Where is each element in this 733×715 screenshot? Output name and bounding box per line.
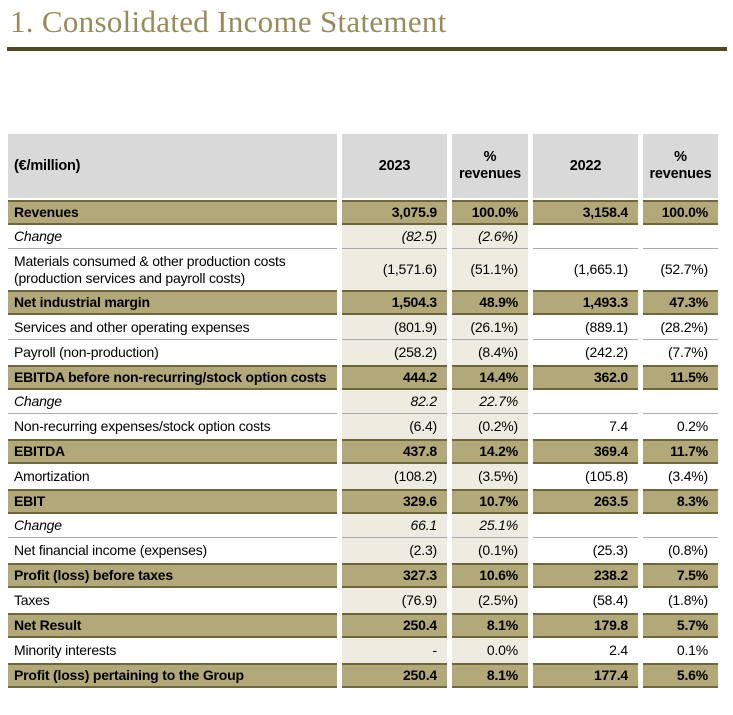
row-profit-group [8,663,718,688]
row-change-revenues [8,225,718,249]
row-amortization [8,464,718,489]
cell-2022-value [533,390,638,414]
cell-2023-value: 3,075.9 [342,200,447,225]
cell-2023-value: (801.9) [342,315,447,340]
cell-2023-pct: (8.4%) [452,340,528,365]
cell-2022-pct: 47.3% [643,290,718,315]
row-profit-before-taxes [8,563,718,588]
cell-2023-pct: (0.1%) [452,538,528,563]
cell-2022-value: (242.2) [533,340,638,365]
cell-2022-pct: (0.8%) [643,538,718,563]
cell-label: Change [8,390,337,414]
cell-2022-value: (889.1) [533,315,638,340]
cell-label: Profit (loss) pertaining to the Group [8,663,337,688]
cell-2022-value: (58.4) [533,588,638,613]
cell-2022-value [533,514,638,538]
title-underline [7,47,727,51]
cell-2022-pct: (28.2%) [643,315,718,340]
cell-2022-pct: (3.4%) [643,464,718,489]
cell-label: Payroll (non-production) [8,340,337,365]
cell-2022-pct: 5.7% [643,613,718,638]
header-2022: 2022 [533,134,638,198]
cell-2023-value: 250.4 [342,663,447,688]
cell-2022-pct: 11.7% [643,439,718,464]
cell-2023-pct: (2.5%) [452,588,528,613]
cell-2023-pct: 14.4% [452,365,528,390]
cell-2023-pct: 8.1% [452,663,528,688]
cell-2022-pct: 0.2% [643,414,718,439]
cell-2022-value: (25.3) [533,538,638,563]
row-ebitda [8,439,718,464]
cell-2022-value: (105.8) [533,464,638,489]
cell-2022-value: 179.8 [533,613,638,638]
cell-2023-pct: 14.2% [452,439,528,464]
cell-2023-pct: (3.5%) [452,464,528,489]
cell-2022-value: 7.4 [533,414,638,439]
cell-2023-pct: (51.1%) [452,249,528,290]
cell-label: EBITDA [8,439,337,464]
cell-2023-value: (1,571.6) [342,249,447,290]
cell-2022-pct: (7.7%) [643,340,718,365]
cell-2023-value: - [342,638,447,663]
cell-2023-value: 1,504.3 [342,290,447,315]
row-taxes [8,588,718,613]
cell-label: Change [8,225,337,249]
row-net-financial-income [8,538,718,563]
cell-2023-pct: 25.1% [452,514,528,538]
cell-label: Materials consumed & other production costs (production services and payroll costs) [8,249,337,290]
cell-label: EBITDA before non-recurring/stock option costs [8,365,337,390]
cell-label: Non-recurring expenses/stock option costs [8,414,337,439]
cell-2023-value: (108.2) [342,464,447,489]
cell-2022-value [533,225,638,249]
cell-2022-value: 1,493.3 [533,290,638,315]
cell-2023-pct: 10.7% [452,489,528,514]
header-2022-pct: % revenues [643,134,718,198]
cell-2022-pct: 0.1% [643,638,718,663]
cell-2022-value: 263.5 [533,489,638,514]
cell-2023-pct: 100.0% [452,200,528,225]
cell-2023-value: 329.6 [342,489,447,514]
cell-2023-value: 327.3 [342,563,447,588]
cell-label: EBIT [8,489,337,514]
cell-2023-value: (6.4) [342,414,447,439]
cell-2022-value: 362.0 [533,365,638,390]
cell-2023-value: (258.2) [342,340,447,365]
cell-label: Minority interests [8,638,337,663]
cell-2023-pct: 22.7% [452,390,528,414]
cell-2022-value: 238.2 [533,563,638,588]
cell-2022-value: 2.4 [533,638,638,663]
cell-2022-pct: (52.7%) [643,249,718,290]
cell-2022-pct: 7.5% [643,563,718,588]
cell-2022-pct [643,514,718,538]
cell-2022-pct: 8.3% [643,489,718,514]
cell-2022-value: 369.4 [533,439,638,464]
cell-2023-value: (76.9) [342,588,447,613]
cell-2023-value: 250.4 [342,613,447,638]
table-header-row [8,134,718,198]
row-net-industrial-margin [8,290,718,315]
cell-2022-pct: (1.8%) [643,588,718,613]
row-payroll [8,340,718,365]
cell-2022-value: 3,158.4 [533,200,638,225]
row-change-ebitda [8,390,718,414]
cell-label: Amortization [8,464,337,489]
row-ebitda-before-nonrecurring [8,365,718,390]
row-change-ebit [8,514,718,538]
row-minority-interests [8,638,718,663]
cell-2023-value: (2.3) [342,538,447,563]
row-services-expenses [8,315,718,340]
cell-2022-pct [643,225,718,249]
cell-label: Profit (loss) before taxes [8,563,337,588]
row-ebit [8,489,718,514]
page-title: 1. Consolidated Income Statement [10,4,447,39]
row-materials-costs [8,249,718,290]
cell-2023-pct: 8.1% [452,613,528,638]
cell-label: Net industrial margin [8,290,337,315]
cell-2022-pct: 100.0% [643,200,718,225]
cell-2022-value: (1,665.1) [533,249,638,290]
cell-2023-value: 66.1 [342,514,447,538]
row-non-recurring-costs [8,414,718,439]
cell-label: Net Result [8,613,337,638]
cell-2022-value: 177.4 [533,663,638,688]
cell-label: Taxes [8,588,337,613]
cell-label: Net financial income (expenses) [8,538,337,563]
cell-2022-pct [643,390,718,414]
header-2023-pct: % revenues [452,134,528,198]
cell-2023-value: (82.5) [342,225,447,249]
header-2023: 2023 [342,134,447,198]
cell-2023-pct: (2.6%) [452,225,528,249]
cell-2023-pct: (26.1%) [452,315,528,340]
cell-2023-value: 82.2 [342,390,447,414]
cell-2023-pct: (0.2%) [452,414,528,439]
cell-2023-value: 444.2 [342,365,447,390]
row-net-result [8,613,718,638]
cell-2023-pct: 48.9% [452,290,528,315]
cell-label: Revenues [8,200,337,225]
cell-label: Change [8,514,337,538]
cell-2022-pct: 11.5% [643,365,718,390]
cell-2023-pct: 10.6% [452,563,528,588]
cell-2023-pct: 0.0% [452,638,528,663]
header-unit: (€/million) [8,134,337,198]
cell-2022-pct: 5.6% [643,663,718,688]
row-revenues [8,200,718,225]
cell-2023-value: 437.8 [342,439,447,464]
income-statement-table [8,134,718,688]
cell-label: Services and other operating expenses [8,315,337,340]
